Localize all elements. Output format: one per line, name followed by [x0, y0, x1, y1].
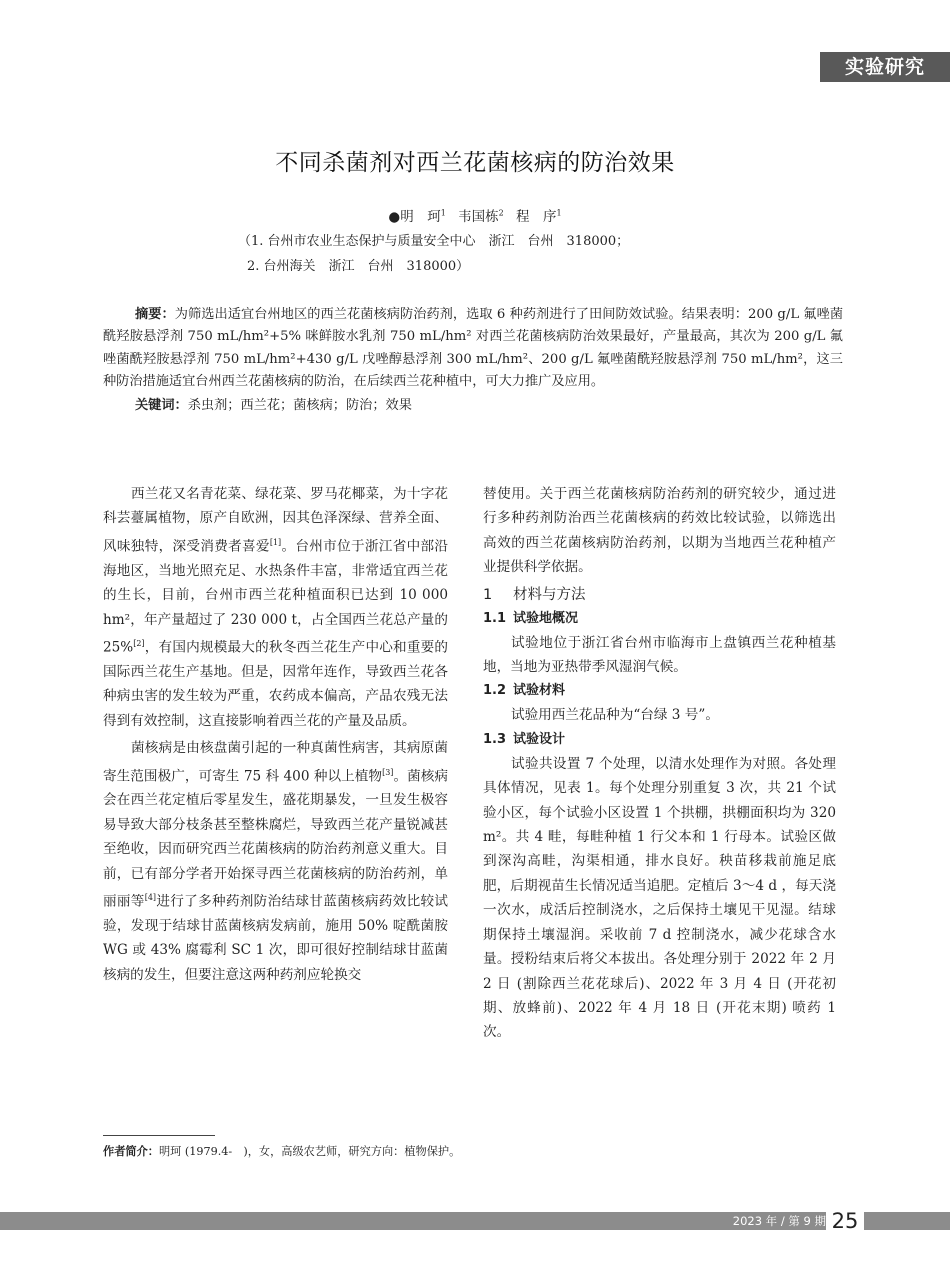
- reference-mark: [2]: [133, 638, 145, 648]
- author-name: 韦国栋: [458, 209, 499, 225]
- section-tag: 实验研究: [820, 52, 950, 82]
- section-heading: [483, 583, 836, 607]
- heading-text: 试验材料: [513, 683, 566, 699]
- text-run: 。菌核病会在西兰花定植后零星发生，盛花期暴发，一旦发生极容易导致大部分枝条甚至整株腐烂，导致西兰花产量锐减甚至绝收，因而研究西兰花菌核病的防治药剂意义重大。目前，已有部分学者开始探寻西兰花菌核病的防治药剂，单丽丽等: [103, 768, 449, 910]
- issue-label: 2023 年 / 第 9 期: [732, 1214, 826, 1228]
- keywords-text: 杀虫剂；西兰花；菌核病；防治；效果: [187, 397, 412, 413]
- heading-number: 1: [483, 586, 493, 603]
- heading-text: 试验地概况: [513, 610, 579, 626]
- heading-number: 1.1: [483, 610, 507, 626]
- subsection-heading: [483, 607, 836, 631]
- heading-text: 材料与方法: [513, 586, 586, 603]
- author-name: 明 珂: [400, 209, 441, 225]
- subsection-heading: [483, 679, 836, 703]
- paragraph: 试验共设置 7 个处理，以清水处理作为对照。各处理具体情况，见表 1。每个处理分别重复 3 次，共 21 个试验小区，每个试验小区设置 1 个拱棚，拱棚面积均为 320 m²。共 4 畦，每畦种植 1 行父本和 1 行母本。试验区做到深沟高畦，沟渠相通，排水良好。秧苗移栽前施足底肥，后期视苗生长情况适当追肥。定植后 3～4 d ，每天浇一次水，成活后控制浇水，之后保持土壤见干见湿。结球期保持土壤湿润。采收前 7 d 控制浇水，减少花球含水量。授粉结束后将父本拔出。各处理分别于 2022 年 2 月 2 日 (割除西兰花花球后)、2022 年 3 月 4 日 (开花初期、放蜂前)、2022 年 4 月 18 日 (开花末期) 喷药 1 次。: [483, 755, 836, 1041]
- author-bullet: ●: [388, 209, 401, 225]
- text-run: ，有国内规模最大的秋冬西兰花生产中心和重要的国际西兰花生产基地。但是，因常年连作，导致西兰花各种病虫害的发生较为严重，农药成本偏高，产品农残无法得到有效控制，这直接影响着西兰花的产量及品质。: [103, 639, 448, 729]
- text-run: 菌核病是由核盘菌引起的一种真菌性病害，其病原菌寄生范围极广，可寄生 75 科 400 种以上植物: [103, 740, 448, 785]
- text-run: 。台州市位于浙江省中部沿海地区，当地光照充足、水热条件丰富，非常适宜西兰花的生长，目前，台州市西兰花种植面积已达到 10 000 hm²，年产量超过了 230 000 t，占全国西兰花总产量的 25%: [103, 538, 448, 656]
- paragraph: 试验用西兰花品种为“台绿 3 号”。: [511, 707, 719, 724]
- author-affiliation-mark: 1: [556, 208, 562, 218]
- paragraph: 替使用。关于西兰花菌核病防治药剂的研究较少，通过进行多种药剂防治西兰花菌核病的药效比较试验，以筛选出高效的西兰花菌核病防治药剂，以期为当地西兰花种植产业提供科学依据。: [483, 486, 836, 576]
- abstract-label: 摘要：: [135, 307, 175, 322]
- footnote-divider: [103, 1135, 215, 1136]
- paragraph: 试验地位于浙江省台州市临海市上盘镇西兰花种植基地，当地为亚热带季风湿润气候。: [483, 634, 836, 676]
- keywords-label: 关键词：: [135, 397, 188, 413]
- heading-number: 1.2: [483, 683, 507, 699]
- heading-number: 1.3: [483, 731, 507, 747]
- reference-mark: [1]: [269, 537, 282, 547]
- author-line: [0, 205, 950, 225]
- reference-mark: [3]: [382, 767, 394, 777]
- body-column-left: [103, 482, 448, 987]
- abstract-block: [103, 304, 843, 417]
- author-name: 程 序: [515, 209, 557, 225]
- paragraph: [103, 736, 448, 987]
- affiliation-line-2: 2. 台州海关 浙江 台州 318000）: [247, 259, 470, 274]
- author-affiliation-mark: 1: [440, 208, 446, 218]
- reference-mark: [4]: [144, 893, 157, 903]
- author-bio-footnote: [103, 1143, 460, 1159]
- abstract-text: 为筛选出适宜台州地区的西兰花菌核病防治药剂，选取 6 种药剂进行了田间防效试验。结果表明：200 g/L 氟唑菌酰羟胺悬浮剂 750 mL/hm²+5% 咪鲜胺水乳剂 750 mL/hm² 对西兰花菌核病防治效果最好，产量最高，其次为 200 g/L 氟唑菌酰羟胺悬浮剂 750 mL/hm²+430 g/L 戊唑醇悬浮剂 300 mL/hm²、200 g/L 氟唑菌酰羟胺悬浮剂 750 mL/hm²，这三种防治措施适宜台州西兰花菌核病的防治，在后续西兰花种植中，可大力推广及应用。: [103, 307, 844, 390]
- paragraph: [103, 482, 448, 733]
- page-number: 25: [826, 1208, 864, 1234]
- footnote-text: 明珂 (1979.4- )，女，高级农艺师，研究方向：植物保护。: [158, 1145, 461, 1158]
- affiliation-line-1: （1. 台州市农业生态保护与质量安全中心 浙江 台州 318000；: [238, 234, 630, 249]
- heading-text: 试验设计: [513, 731, 566, 747]
- footnote-label: 作者简介：: [103, 1145, 159, 1158]
- author-affiliation-mark: 2: [498, 208, 504, 218]
- text-run: 进行了多种药剂防治结球甘蓝菌核病药效比较试验，发现于结球甘蓝菌核病发病前，施用 50% 啶酰菌胺 WG 或 43% 腐霉利 SC 1 次，即可很好控制结球甘蓝菌核病的发生，但要注意这两种药剂应轮换交: [103, 893, 449, 983]
- text-run: 西兰花又名青花菜、绿花菜、罗马花椰菜，为十字花科芸薹属植物，原产自欧洲，因其色泽深绿、营养全面、风味独特，深受消费者喜爱: [103, 486, 448, 555]
- subsection-heading: [483, 728, 836, 752]
- body-column-right: [483, 482, 836, 1045]
- article-title: 不同杀菌剂对西兰花菌核病的防治效果: [275, 150, 675, 176]
